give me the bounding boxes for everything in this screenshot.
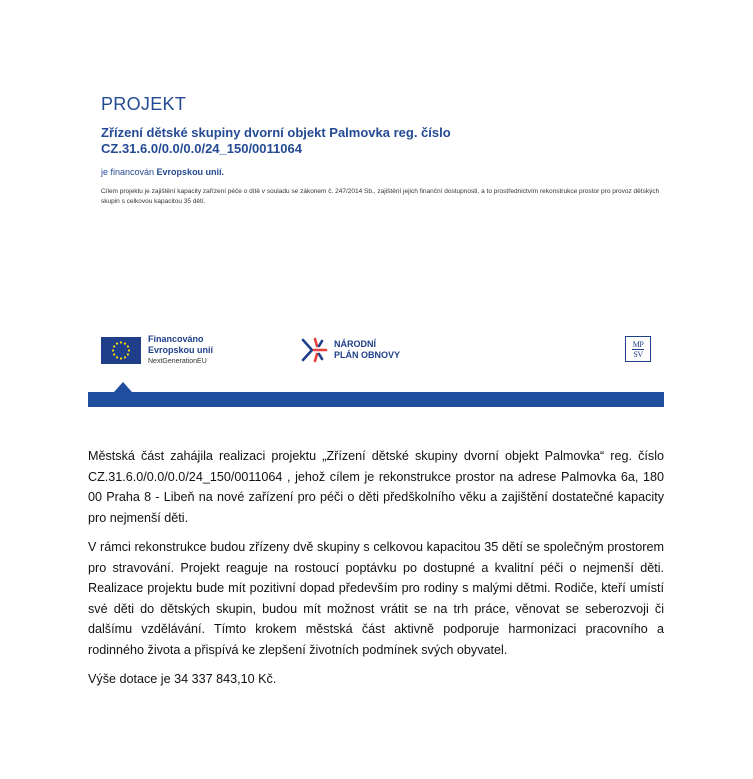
poster-title-line1: Zřízení dětské skupiny dvorní objekt Palmovka reg. číslo [101, 125, 451, 140]
mpsv-logo [625, 336, 651, 362]
funding-bold: Evropskou unií. [156, 167, 225, 177]
eu-logo-text [148, 334, 213, 367]
npo-star-icon [300, 336, 328, 364]
poster-title [101, 125, 621, 157]
eu-logo-line1: Financováno [148, 334, 204, 344]
poster-heading: PROJEKT [101, 94, 187, 114]
funding-prefix: je financován [101, 167, 157, 177]
poster-description: Cílem projektu je zajištění kapacity zařízení péče o dítě v souladu se zákonem č. 247/2014 Sb., zajištění jejich finanční dostupnosti, a to prostřednictvím rekonstrukce prostor pro provoz dětských skupin s celkovou kapacitou 35 dětí. [101, 188, 660, 205]
eu-logo-line2: Evropskou unií [148, 345, 214, 355]
eu-logo [101, 334, 213, 367]
npo-logo-line1: NÁRODNÍ [334, 339, 376, 349]
mpsv-logo-bottom: SV [633, 349, 643, 359]
body-paragraph-2: V rámci rekonstrukce budou zřízeny dvě skupiny s celkovou kapacitou 35 dětí se společným prostorem pro stravování. Projekt reaguje na rostoucí poptávku po dostupné a kvalitní péči o nejmenší děti. Realizace projektu bude mít pozitivní dopad především pro rodiny s malými dětmi. Rodiče, kteří umístí své děti do dětských skupin, budou mít možnost vrátit se na trh práce, věnovat se seberozvoji či dalšímu vzdělávání. Tímto krokem městská část aktivně podporuje harmonizaci pracovního a rodinného života a přispívá ke zlepšení životních podmínek svých obyvatel. [88, 540, 664, 657]
body-paragraph-1: Městská část zahájila realizaci projektu „Zřízení dětské skupiny dvorní objekt Palmovka“ reg. číslo CZ.31.6.0/0.0/0.0/24_150/0011064 , jehož cílem je rekonstrukce prostor na adrese Palmovka 6a, 180 00 Praha 8 - Libeň na nové zařízení pro péči o děti předškolního věku a zajištění dostatečné kapacity pro nejmenší děti. [88, 449, 664, 525]
npo-logo-line2: PLÁN OBNOVY [334, 350, 401, 360]
mpsv-logo-top: MP [632, 339, 644, 349]
eu-flag-icon [101, 337, 141, 364]
eu-logo-line3: NextGenerationEU [148, 358, 207, 365]
poster-title-line2: CZ.31.6.0/0.0/0.0/24_150/0011064 [101, 141, 302, 156]
body-paragraph-3: Výše dotace je 34 337 843,10 Kč. [88, 672, 277, 686]
bar-notch [114, 382, 132, 392]
npo-logo-text [334, 339, 400, 361]
blue-divider-bar [88, 392, 664, 407]
body-text [88, 446, 664, 699]
poster-funding [101, 167, 224, 177]
npo-logo [300, 336, 400, 364]
